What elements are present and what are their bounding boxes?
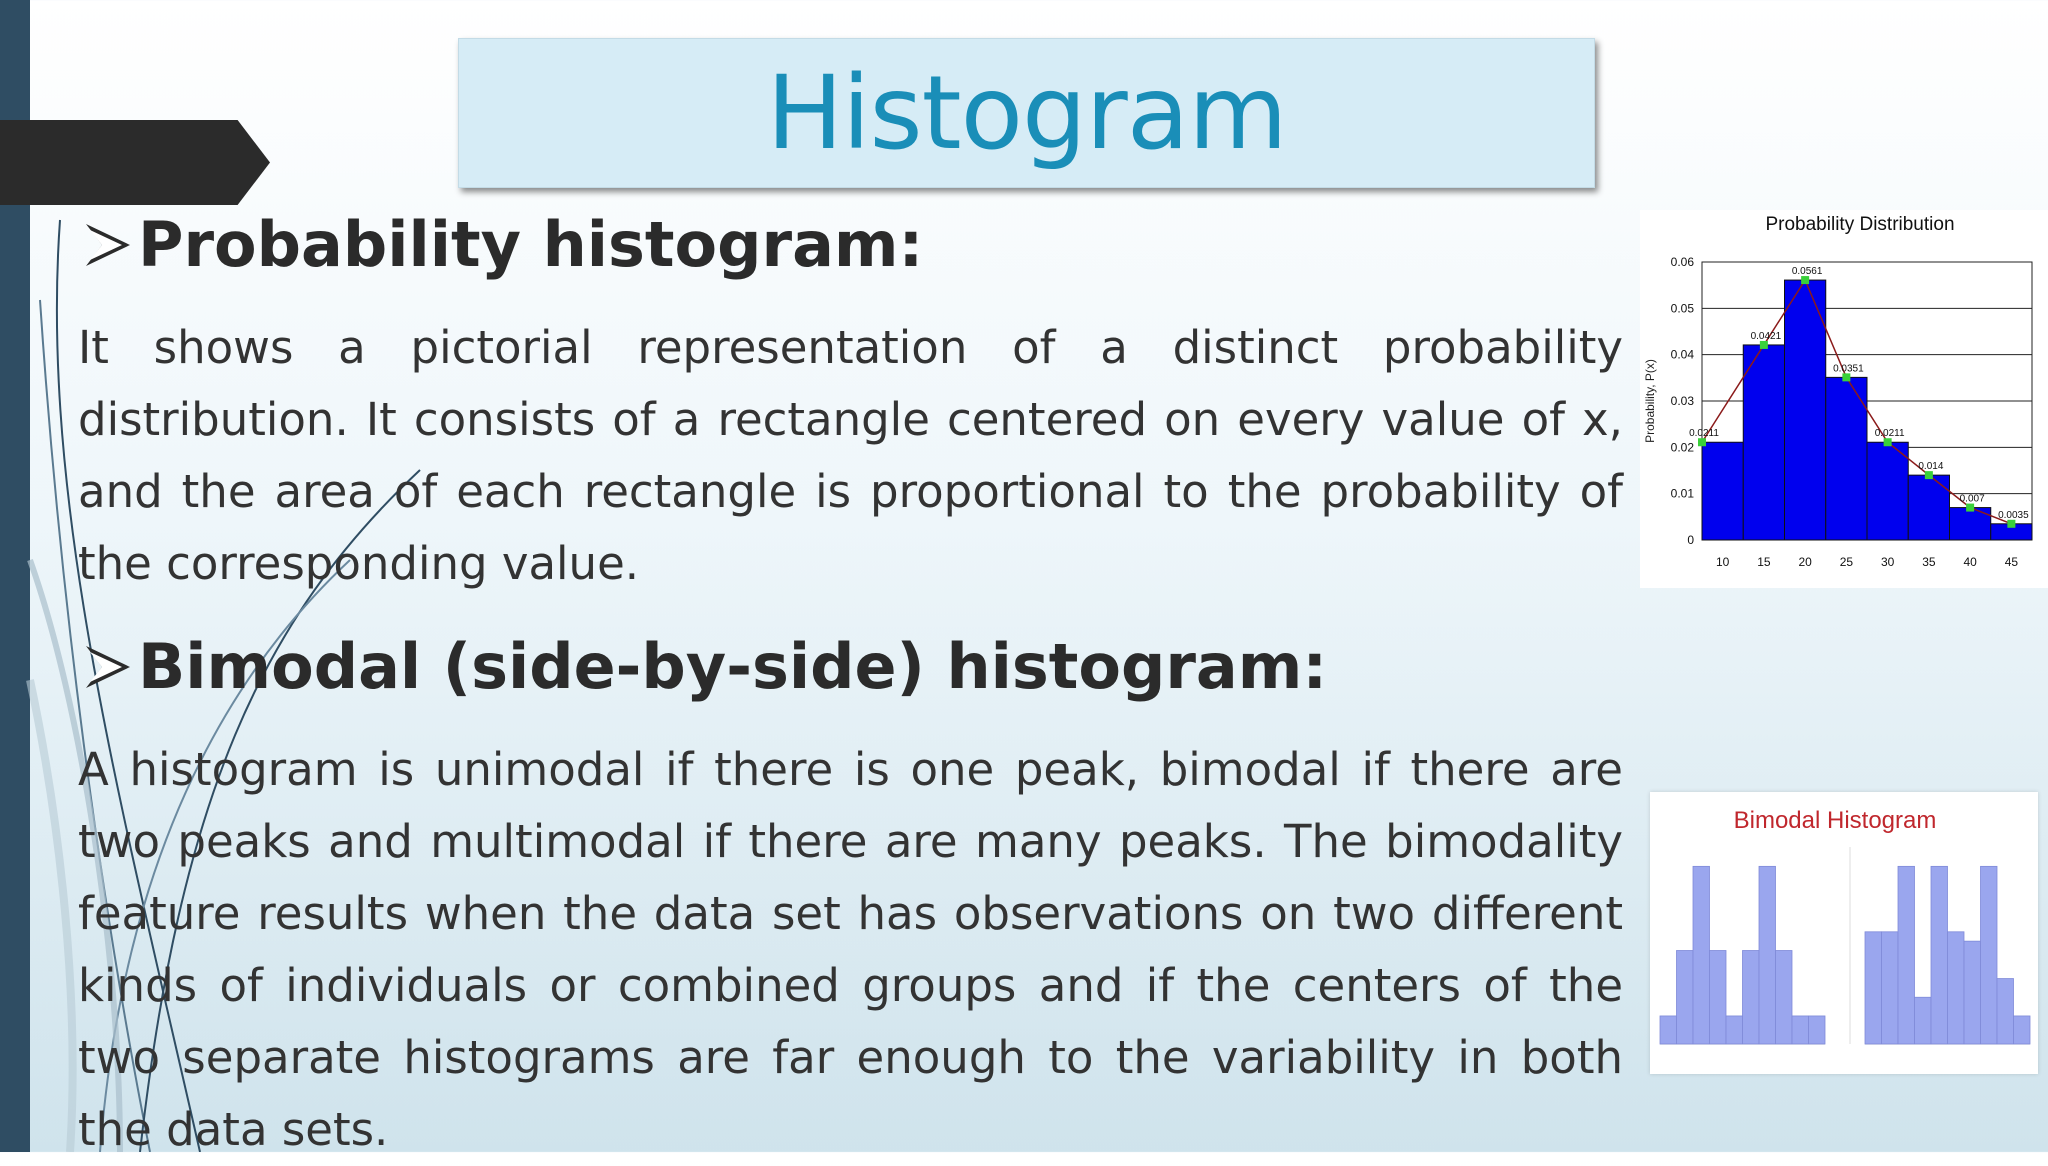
bar bbox=[1743, 345, 1784, 540]
bar bbox=[1710, 951, 1727, 1045]
bar bbox=[1677, 951, 1694, 1045]
bar bbox=[1792, 1016, 1809, 1044]
data-label: 0.007 bbox=[1959, 493, 1985, 505]
bar bbox=[1882, 932, 1899, 1044]
section-tab-arrow bbox=[0, 120, 270, 205]
x-tick-label: 20 bbox=[1798, 555, 1812, 569]
chart-title: Bimodal Histogram bbox=[1733, 807, 1937, 834]
bar bbox=[1948, 932, 1965, 1044]
data-point bbox=[1760, 341, 1768, 349]
bar bbox=[1759, 866, 1776, 1044]
data-point bbox=[1801, 276, 1809, 284]
y-tick-label: 0.03 bbox=[1670, 394, 1694, 408]
data-label: 0.014 bbox=[1918, 461, 1944, 473]
x-tick-label: 40 bbox=[1963, 555, 1977, 569]
data-label: 0.0421 bbox=[1750, 330, 1782, 342]
bar bbox=[1908, 475, 1949, 540]
y-axis-label: Probability, P(x) bbox=[1643, 359, 1657, 443]
data-label: 0.0211 bbox=[1874, 428, 1905, 440]
x-tick-label: 30 bbox=[1880, 555, 1895, 569]
bimodal-chart-card bbox=[1650, 792, 2038, 1074]
y-tick-label: 0.01 bbox=[1670, 486, 1694, 501]
data-label: 0.0351 bbox=[1833, 363, 1864, 375]
paragraph-probability: It shows a pictorial representation of a distinct probability distribution. It consists of a rectangle centered on every value of x, and the area of each rectangle is proportional to the probability of the corresponding value. bbox=[78, 321, 1623, 590]
y-tick-label: 0.02 bbox=[1670, 440, 1694, 455]
bar bbox=[1931, 866, 1948, 1044]
y-tick-label: 0 bbox=[1687, 533, 1694, 547]
heading-probability-text: Probability histogram: bbox=[138, 208, 924, 281]
slide-title: Histogram bbox=[766, 53, 1287, 173]
heading-bimodal-text: Bimodal (side-by-side) histogram: bbox=[138, 630, 1328, 703]
x-tick-label: 25 bbox=[1839, 555, 1854, 569]
x-tick-label: 45 bbox=[2004, 555, 2019, 569]
data-label: 0.0035 bbox=[1998, 509, 2029, 521]
x-tick-label: 35 bbox=[1922, 555, 1936, 569]
bar bbox=[1826, 377, 1867, 540]
bimodal-histogram-chart bbox=[1650, 792, 2038, 1074]
bar bbox=[1785, 280, 1826, 540]
y-tick-label: 0.05 bbox=[1670, 301, 1694, 316]
data-point bbox=[1966, 504, 1974, 512]
paragraph-bimodal: A histogram is unimodal if there is one peak, bimodal if there are two peaks and multimodal if there are many peaks. The bimodality feature results when the data set has observations on two different kinds of individuals or combined groups and if the centers of the two separate histograms are far enough to the variability in both the data sets. bbox=[78, 743, 1623, 1156]
heading-bimodal bbox=[80, 630, 1327, 703]
bar bbox=[1997, 979, 2014, 1044]
y-tick-label: 0.06 bbox=[1670, 255, 1694, 269]
bar bbox=[1743, 951, 1760, 1045]
bar bbox=[1726, 1016, 1743, 1044]
arrow-bullet-icon bbox=[80, 218, 134, 272]
title-box bbox=[458, 38, 1595, 188]
probability-chart-card bbox=[1640, 210, 2048, 588]
y-tick-label: 0.04 bbox=[1670, 347, 1694, 362]
data-point bbox=[1842, 373, 1850, 381]
data-point bbox=[1925, 471, 1933, 479]
bar bbox=[2014, 1016, 2031, 1044]
data-label: 0.0561 bbox=[1791, 266, 1823, 278]
chart-title: Probability Distribution bbox=[1765, 214, 1955, 235]
bar bbox=[1702, 442, 1743, 540]
bar bbox=[1865, 932, 1882, 1044]
bar bbox=[1660, 1016, 1677, 1044]
bar bbox=[1898, 866, 1915, 1044]
bar bbox=[1950, 508, 1991, 540]
x-tick-label: 15 bbox=[1757, 555, 1771, 569]
bar bbox=[1776, 951, 1793, 1045]
data-point bbox=[2007, 520, 2015, 528]
data-point bbox=[1698, 438, 1706, 446]
bar bbox=[1981, 866, 1998, 1044]
data-point bbox=[1884, 438, 1892, 446]
x-tick-label: 10 bbox=[1715, 555, 1730, 569]
bar bbox=[1867, 442, 1908, 540]
bar bbox=[1809, 1016, 1826, 1044]
arrow-bullet-icon bbox=[80, 640, 134, 694]
data-label: 0.0211 bbox=[1689, 428, 1719, 440]
bar bbox=[1693, 866, 1710, 1044]
heading-probability bbox=[80, 208, 923, 281]
bar bbox=[1915, 997, 1932, 1044]
probability-distribution-chart bbox=[1640, 210, 2048, 588]
bar bbox=[1964, 941, 1981, 1044]
